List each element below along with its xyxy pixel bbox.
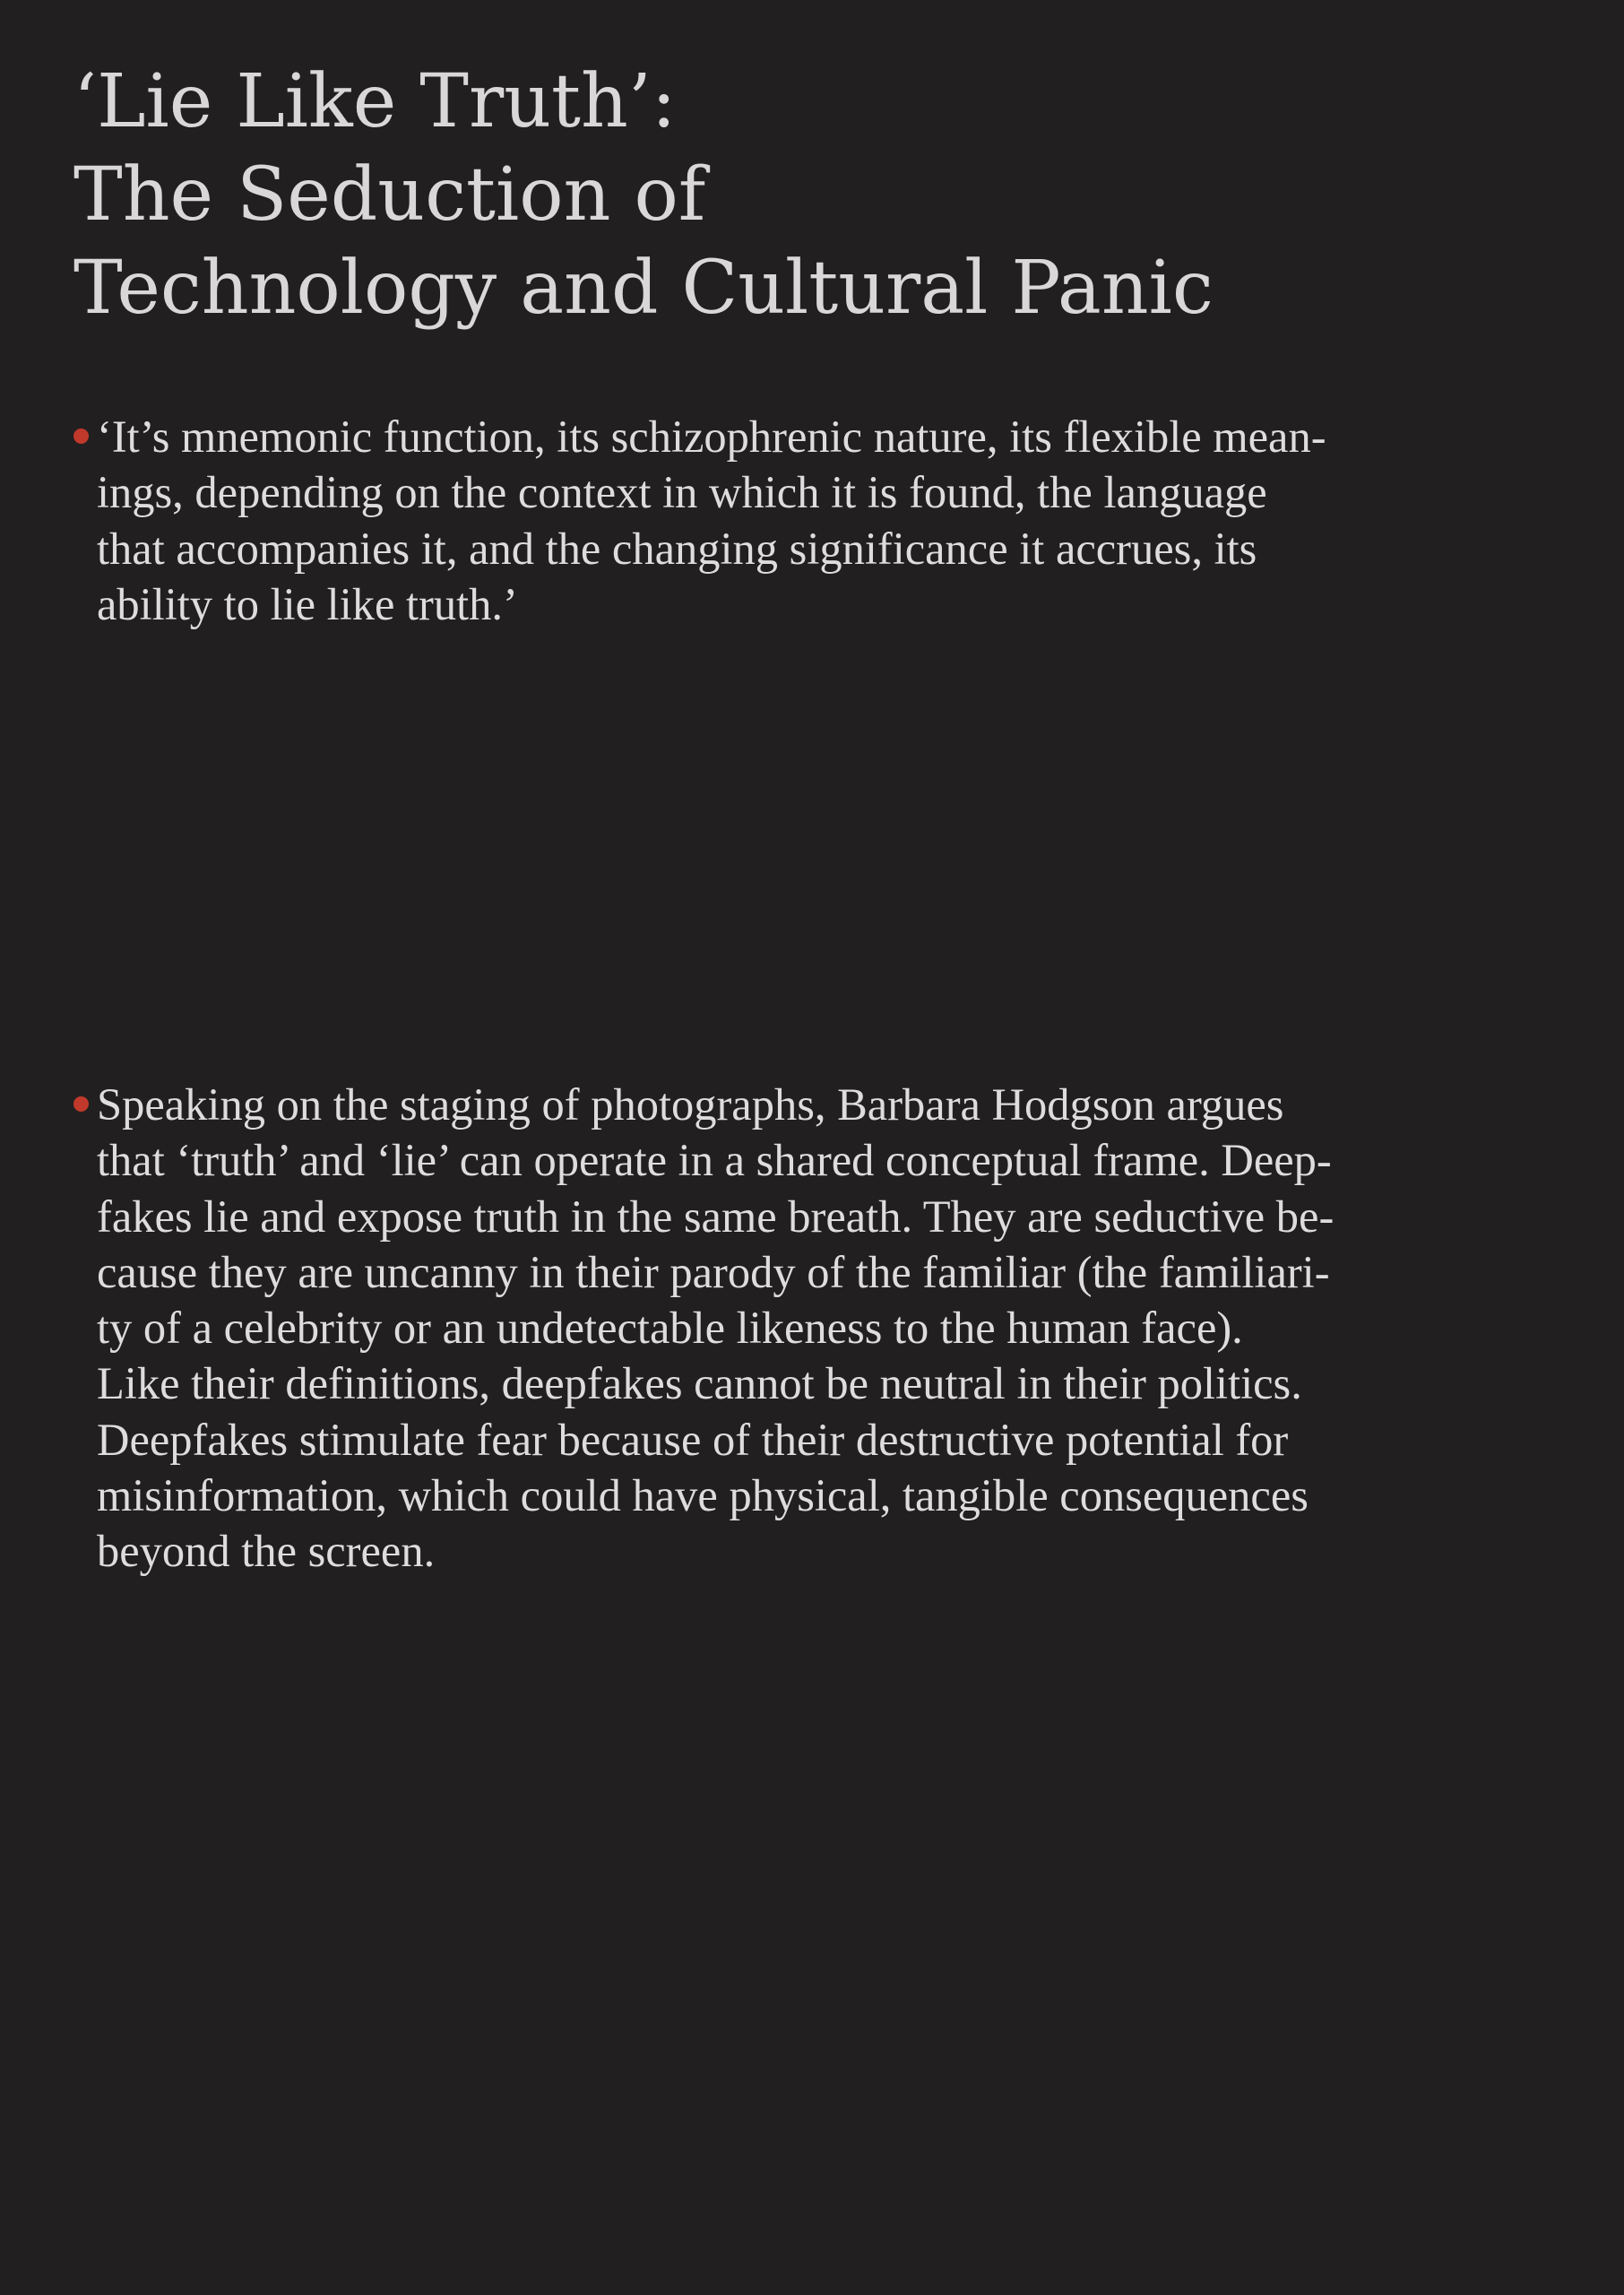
bullet-dot-icon: [73, 1096, 89, 1112]
bullet-text-line: Speaking on the staging of photographs, Barbara Hodgson argues: [97, 1079, 1284, 1130]
bullet-item-hodgson: [73, 1077, 1400, 1580]
bullet-item-quote: [73, 409, 1400, 632]
bullet-text-line: ty of a celebrity or an undetectable likeness to the human face).: [97, 1303, 1243, 1354]
slide-title: [73, 56, 1418, 335]
bullet-text-line: that ‘truth’ and ‘lie’ can operate in a shared conceptual frame. Deep-: [97, 1135, 1332, 1186]
title-line: Technology and Cultural Panic: [73, 246, 1214, 331]
bullet-text-line: ings, depending on the context in which it is found, the language: [97, 467, 1267, 518]
title-line: The Seduction of: [73, 152, 706, 238]
bullet-text-line: ability to lie like truth.’: [97, 578, 518, 629]
bullet-text-line: cause they are uncanny in their parody of the familiar (the familiari-: [97, 1246, 1330, 1297]
bullet-text-line: beyond the screen.: [97, 1526, 436, 1577]
bullet-text-line: Like their definitions, deepfakes cannot be neutral in their politics.: [97, 1358, 1302, 1409]
bullet-text-line: ‘It’s mnemonic function, its schizophrenic nature, its flexible mean-: [97, 411, 1326, 462]
bullet-text-line: that accompanies it, and the changing significance it accrues, its: [97, 523, 1257, 574]
bullet-dot-icon: [73, 429, 89, 444]
title-line: ‘Lie Like Truth’:: [73, 59, 677, 144]
bullet-text-line: Deepfakes stimulate fear because of their destructive potential for: [97, 1414, 1289, 1465]
bullet-text-line: fakes lie and expose truth in the same breath. They are seductive be-: [97, 1191, 1335, 1242]
bullet-text-line: misinformation, which could have physical, tangible consequences: [97, 1470, 1309, 1521]
